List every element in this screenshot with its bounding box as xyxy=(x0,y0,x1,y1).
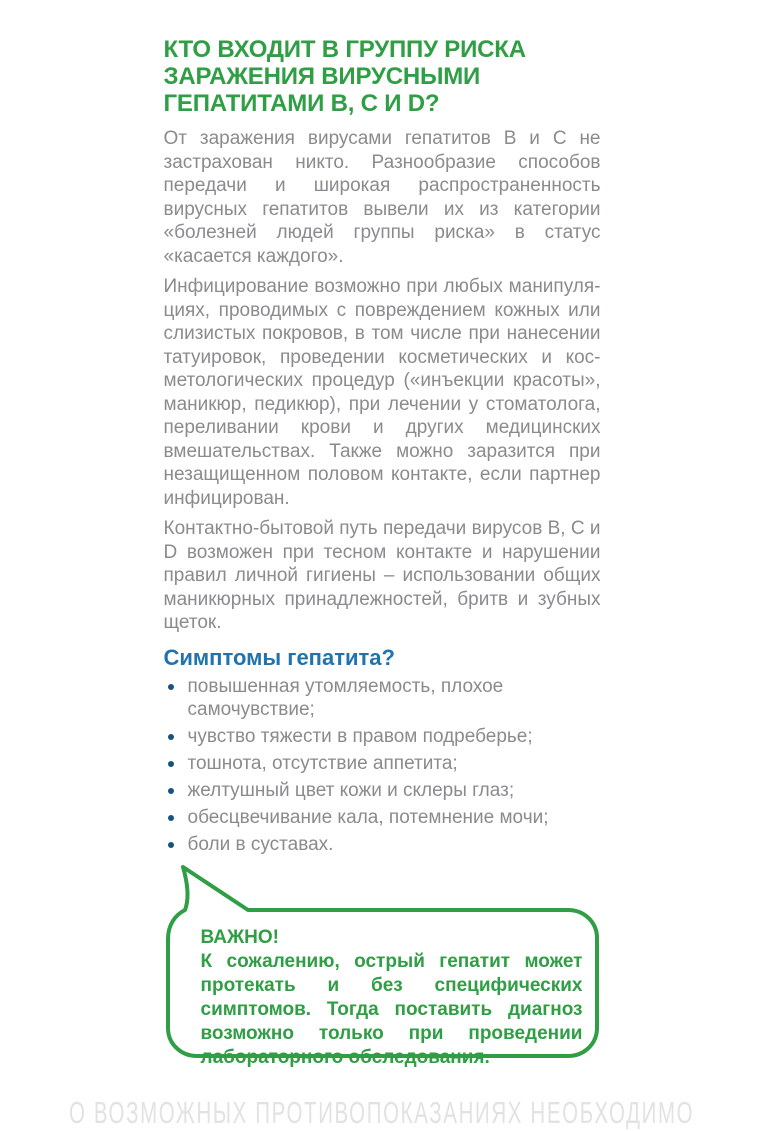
bullet-icon xyxy=(168,842,174,848)
list-item xyxy=(164,675,601,722)
paragraph-transmission-overview: От заражения вирусами гепатитов В и С не застрахован никто. Разнообразие способов передачи и широкая распространенность вирусных гепатитов вывели их из категории «болезней людей группы риска» в статус «касается каждого». xyxy=(163,128,601,267)
page-title-line-2: ЗАРАЖЕНИЯ ВИРУСНЫМИ xyxy=(163,63,481,90)
list-item xyxy=(164,806,601,830)
important-callout xyxy=(164,865,601,1068)
page-title-line-1: КТО ВХОДИТ В ГРУППУ РИСКА xyxy=(163,36,526,63)
bullet-icon xyxy=(168,684,174,690)
symptom-text: обесцвечивание кала, потемнение мочи; xyxy=(187,807,549,828)
page-title xyxy=(164,36,601,117)
content-column xyxy=(163,0,601,1068)
list-item xyxy=(164,833,601,857)
symptom-text: тошнота, отсутствие аппетита; xyxy=(187,753,458,774)
list-item xyxy=(164,779,601,803)
footer-disclaimer: О ВОЗМОЖНЫХ ПРОТИВОПОКАЗАНИЯХ НЕОБХОДИМО xyxy=(69,1094,695,1130)
paragraph-household-contact: Контактно-бытовой путь передачи вирусов В, С и D возможен при тесном контакте и нарушении правил личной гигиены – использовании общих маникюрных принадлежностей, бритв и зубных щеток. xyxy=(163,518,601,633)
symptoms-list xyxy=(164,675,601,857)
paragraph-infection-routes: Инфицирование возможно при любых манипуляциях, проводимых с повреждением кожных или слизистых покровов, в том числе при нанесении татуировок, проведении косметических и косметологических процедур («инъекции красоты», маникюр, педикюр), при лечении у стоматолога, переливании крови и других медицинских вмешательствах. Также можно заразится при незащищенном половом контакте, если партнер инфицирован. xyxy=(163,276,601,509)
bullet-icon xyxy=(168,734,174,740)
symptom-text: боли в суставах. xyxy=(187,834,334,855)
footer-notice-wrap xyxy=(0,1095,764,1131)
page-title-line-3: ГЕПАТИТАМИ В, С И D? xyxy=(163,90,440,117)
symptom-text: повышенная утомляемость, плохое самочувствие; xyxy=(187,675,504,720)
list-item xyxy=(164,725,601,749)
callout-text: К сожалению, острый гепатит может протекать и без специфических симптомов. Тогда поставить диагноз возможно только при проведении лабораторного обследования. xyxy=(200,950,583,1068)
list-item xyxy=(164,752,601,776)
bullet-icon xyxy=(168,815,174,821)
symptoms-heading: Симптомы гепатита? xyxy=(163,644,395,670)
symptom-text: желтушный цвет кожи и склеры глаз; xyxy=(187,780,515,801)
bullet-icon xyxy=(168,761,174,767)
callout-body xyxy=(201,926,583,1070)
symptom-text: чувство тяжести в правом подреберье; xyxy=(187,726,533,747)
callout-heading: ВАЖНО! xyxy=(200,926,279,948)
bullet-icon xyxy=(168,788,174,794)
